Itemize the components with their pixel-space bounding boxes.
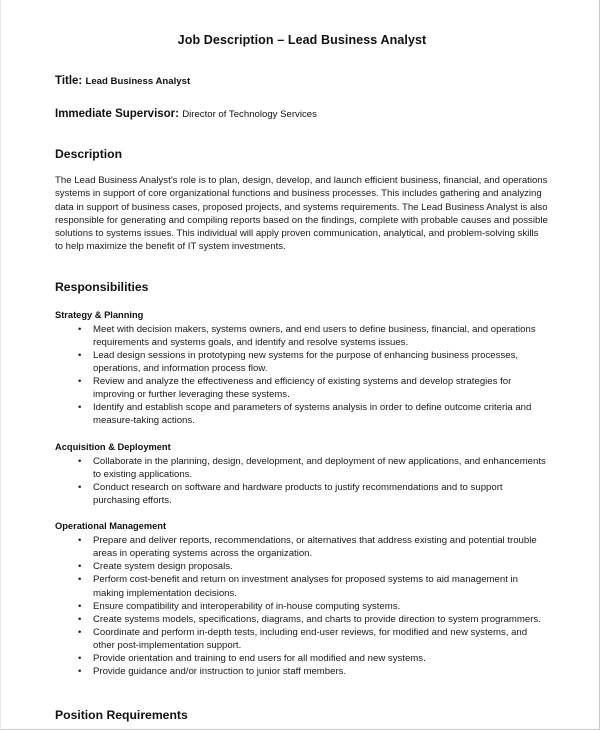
section-heading-description: Description (55, 146, 123, 161)
field-immediate-supervisor-value: Director of Technology Services (182, 109, 317, 121)
list-item-text: Lead design sessions in prototyping new systems for the purpose of enhancing business processes, operations, and information process flow. (93, 349, 519, 375)
list-item-text: Coordinate and perform in-depth tests, including end-user reviews, for modified and new systems, and other post-implementation support. (93, 626, 528, 651)
field-title (55, 74, 549, 88)
list-item-text: Meet with decision makers, systems owners, and end users to define business, financial, and operations requirements and systems goals, and identify and resolve systems issues. (93, 323, 536, 348)
list-item (55, 375, 549, 401)
bullet-list-strategy-planning (55, 323, 549, 428)
list-item-text: Ensure compatibility and interoperability of in-house computing systems. (93, 600, 401, 612)
list-item (55, 455, 549, 481)
list-item-text: Conduct research on software and hardware products to justify recommendations and to support purchasing efforts. (93, 481, 503, 506)
list-item (55, 401, 549, 427)
section-heading-position-requirements: Position Requirements (55, 708, 188, 723)
list-item (55, 534, 549, 560)
list-item-text: Create systems models, specifications, diagrams, and charts to provide direction to system programmers. (93, 613, 541, 625)
bullet-dot-icon: • (78, 535, 82, 547)
list-item-text: Prepare and deliver reports, recommendations, or alternatives that address existing and potential trouble areas in operating systems across the organization. (93, 535, 537, 560)
bullet-dot-icon: • (78, 666, 82, 678)
list-item (55, 481, 549, 507)
bullet-dot-icon: • (78, 600, 82, 612)
list-item (55, 652, 549, 665)
description-paragraph: The Lead Business Analyst’s role is to plan, design, develop, and launch efficient business, financial, and operations systems in support of core organizational functions and business processes. This includes gathering and analyzing data in support of business cases, proposed projects, and systems requirements. The Lead Business Analyst is also responsible for generating and compiling reports based on the findings, complete with probable causes and possible solutions to systems issues. This individual will apply proven communication, analytical, and problem-solving skills to help maximize the benefit of IT system investments. (55, 175, 548, 252)
bullet-dot-icon: • (78, 323, 82, 335)
list-item-text: Collaborate in the planning, design, development, and deployment of new applications, and enhancements to existing applications. (93, 455, 546, 480)
bullet-dot-icon: • (78, 574, 82, 586)
list-item (55, 349, 549, 375)
bullet-dot-icon: • (78, 626, 82, 638)
list-item (55, 560, 549, 573)
field-immediate-supervisor-label: Immediate Supervisor: (55, 108, 179, 121)
bullet-dot-icon: • (78, 561, 82, 573)
list-item-text: Provide orientation and training to end users for all modified and new systems. (93, 653, 426, 665)
list-item (55, 665, 549, 678)
list-item (55, 613, 549, 626)
list-item-text: Review and analyze the effectiveness and efficiency of existing systems and develop strategies for improving or further leveraging these systems. (93, 376, 512, 401)
field-title-value: Lead Business Analyst (85, 76, 191, 87)
bullet-dot-icon: • (78, 402, 82, 414)
bullet-dot-icon: • (78, 653, 82, 665)
list-item (55, 600, 549, 613)
bullet-list-operational-management (55, 534, 549, 678)
list-item-text: Perform cost-benefit and return on investment analyses for proposed systems to aid management in making implementation decisions. (93, 574, 519, 599)
document-title: Job Description – Lead Business Analyst (177, 33, 427, 47)
section-heading-responsibilities: Responsibilities (55, 279, 149, 294)
bullet-dot-icon: • (78, 349, 82, 361)
bullet-dot-icon: • (78, 455, 82, 467)
list-item (55, 573, 549, 599)
bullet-dot-icon: • (78, 613, 82, 625)
field-immediate-supervisor (55, 107, 549, 121)
document-body (55, 0, 549, 723)
list-item-text: Identify and establish scope and parameters of systems analysis in order to define outcome criteria and measure-taking actions. (93, 402, 532, 427)
responsibility-group-strategy-planning (55, 310, 549, 428)
list-item (55, 626, 549, 652)
list-item-text: Provide guidance and/or instruction to junior staff members. (93, 666, 347, 678)
responsibility-groups (55, 310, 549, 679)
field-title-label: Title: (55, 75, 83, 87)
bullet-dot-icon: • (78, 481, 82, 493)
subheading-acquisition-deployment: Acquisition & Deployment (55, 441, 171, 452)
subheading-strategy-planning: Strategy & Planning (55, 309, 144, 320)
subheading-operational-management: Operational Management (55, 521, 167, 532)
responsibility-group-acquisition-deployment (55, 442, 549, 508)
bullet-list-acquisition-deployment (55, 455, 549, 507)
list-item (55, 323, 549, 349)
bullet-dot-icon: • (78, 376, 82, 388)
responsibility-group-operational-management (55, 521, 549, 678)
list-item-text: Create system design proposals. (93, 561, 233, 573)
